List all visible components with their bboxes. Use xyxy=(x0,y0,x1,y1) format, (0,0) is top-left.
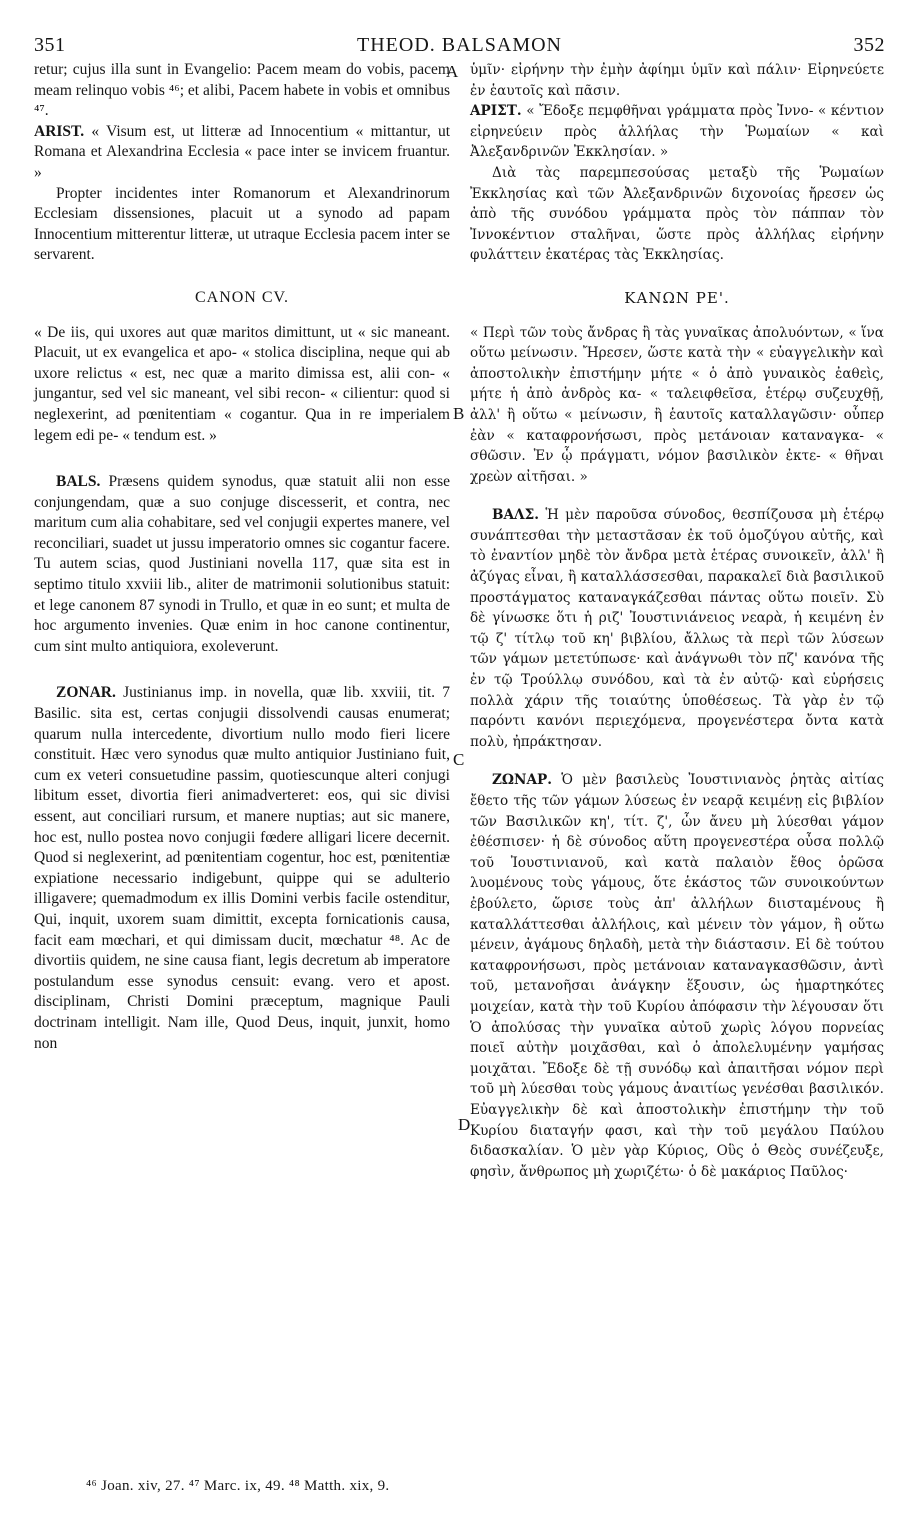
margin-mark-c: C xyxy=(453,750,465,769)
greek-canon-heading: ΚΑΝΩΝ ΡΕ'. xyxy=(624,288,730,307)
margin-mark-a: A xyxy=(446,62,459,81)
latin-arist-text: Propter incidentes inter Romanorum et Alexandrinorum Ecclesiam dissensiones, placuit ut a synodo ad papam Innocentium mitterentur litteræ, ut utraque Ecclesia pacem inter se servarent. xyxy=(34,184,450,264)
latin-carry-over: retur; cujus illa sunt in Evangelio: Pacem meam do vobis, pacem meam relinquo vobis ⁴⁶; et alibi, Pacem habete in vobis et omnibus ⁴⁷. xyxy=(34,61,450,120)
greek-carry-over: ὑμῖν· εἰρήνην τὴν ἐμὴν ἀφίημι ὑμῖν καὶ πάλιν· Εἰρηνεύετε ἐν ἑαυτοῖς καὶ πᾶσιν. xyxy=(470,62,884,99)
greek-bals-block xyxy=(470,505,884,752)
latin-zonar-block xyxy=(34,683,450,1054)
right-page-number: 352 xyxy=(853,34,885,56)
latin-column xyxy=(34,60,450,1054)
latin-zonar-text: Justinianus imp. in novella, quæ lib. xxviii, tit. 7 Basilic. sita est, certas conjugii dissolvendi causas enumerat; quarum nulla intercedente, divortium nullo modo fieri licere constituit. Hæc vero synodus quæ multo antiquior Justiniano fuit, cum ex veteri consuetudine passim, quotiescunque alteri conjugi libitum esset, divortia fieri animadverteret: eos, qui sic divisi essent, aut conciliari rursum, et manere nuptias; aut sic manere, hoc est, nullo postea novo conjugii fœdere alligari licere decernit. Quod si neglexerint, ad pœnitentiam cogentur, hoc est, pœnitentiæ expiatione necessario indigebunt, quippe qui se adulterio illigavere; quemadmodum ex illis Domini verbis facile ostenditur, Qui, inquit, uxorem suam dimittit, excepta fornicationis causa, facit eam mœchari, et qui dimissam ducit, mœchatur ⁴⁸. Ac de divortiis quidem, ne sine causa fiant, legis decretum ab imperatore postulandum esse synodus censuit: evang. vero et apost. disciplinam, Christi Domini præceptum, magnique Pauli doctrinam intelligit. Nam ille, Quod Deus, inquit, junxit, homo non xyxy=(34,684,450,1052)
greek-bals-label: ΒΑΛΣ. xyxy=(492,507,539,524)
running-title: THEOD. BALSAMON xyxy=(357,34,562,56)
greek-zonar-label: ΖΩΝΑΡ. xyxy=(492,772,552,789)
latin-canon-text: « De iis, qui uxores aut quæ maritos dimittunt, ut « sic maneant. Placuit, ut ex evangelica et apo- « stolica disciplina, neque qui ab uxore relictus « est, nec quæ a marito dimissa est, alii con- « jungantur, sed vel sic maneant, vel sibi recon- « cilientur: quod si neglexerint, ad pœnitentiam « cogantur. Qua in re imperialem legem edi pe- « tendum est. » xyxy=(34,323,450,444)
latin-arist-quote-block xyxy=(34,122,450,184)
greek-bals-text: Ἡ μὲν παροῦσα σύνοδος, θεσπίζουσα μὴ ἑτέρῳ συνάπτεσθαι τὴν μεταστᾶσαν ἐκ τοῦ ὁμοζύγου αὐτῆς, καὶ τὸ ἐναντίον μηδὲ τὸν ἄνδρα μετὰ ἑτέρας συνοικεῖν, ἀλλ' ἢ ἀζύγας εἶναι, ἢ καταλλάσσεσθαι, παρακαλεῖ διὰ βασιλικοῦ προστάγματος καταναγκάζεσθαι πάντας οὕτω ποιεῖν. Σὺ δὲ γίνωσκε ὅτι ἡ ριζ' Ἰουστινιάνειος νεαρὰ, ἡ κειμένη ἐν τῷ ζ' τίτλῳ τοῦ κη' βιβλίου, ἄλλως τὰ περὶ τῶν λύσεων τῶν γάμων μετετύπωσε· καὶ ἀνάγνωθι τὸν πζ' κανόνα τῆς ἐν τῷ Τρούλλῳ συνόδου, καὶ τὰ ἐν αὐτῷ· καὶ εὑρήσεις πολλὰ χάριν τῆς τοιαύτης ὑποθέσεως. Τὰ γὰρ ἐν τῷ παρόντι κανόνι περιεχόμενα, προγενέστερα ὄντα κατὰ πολὺ, ἠπράκτησαν. xyxy=(470,507,884,750)
greek-arist-quote: « Ἔδοξε πεμφθῆναι γράμματα πρὸς Ἰννο- « κέντιον εἰρηνεύειν πρὸς ἀλλήλας τὴν Ῥωμαίων « καὶ Ἀλεξανδρινῶν Ἐκκλησίαν. » xyxy=(470,103,884,161)
latin-arist-quote: « Visum est, ut litteræ ad Innocentium « mittantur, ut Romana et Alexandrina Ecclesia « pace inter se invicem fruantur. » xyxy=(34,122,450,181)
greek-arist-label: ΑΡΙΣΤ. xyxy=(470,103,522,120)
greek-arist-text: Διὰ τὰς παρεμπεσούσας μεταξὺ τῆς Ῥωμαίων Ἐκκλησίας καὶ τῶν Ἀλεξανδρινῶν διχονοίας ἤρεσεν ὡς ἀπὸ τῆς συνόδου γράμματα πρὸς τὸν πάππαν τὸν Ἰννοκέντιον σταλῆναι, ὥστε πρὸς ἀλλήλας εἰρήνην φυλάττειν ἑκατέρας τὰς Ἐκκλησίας. xyxy=(470,164,884,264)
greek-zonar-text: Ὁ μὲν βασιλεὺς Ἰουστινιανὸς ῥητὰς αἰτίας ἔθετο τῆς τῶν γάμων λύσεως ἐν νεαρᾷ κειμένῃ εἰς βιβλίον τῶν Βασιλικῶν κη', τίτ. ζ', ὧν ἄνευ μὴ λύεσθαι γάμον ἐθέσπισεν· ἡ δὲ σύνοδος αὕτη προγενεστέρα οὖσα πολλῷ τοῦ Ἰουστινιανοῦ, καὶ κατὰ παλαιὸν ἔθος ὁρῶσα λυομένους τοὺς γάμους, ὅτε ἑκάστος τῶν συνοικούντων ἐβούλετο, ὥρισε τοὺς ἀπ' ἀλλήλων διισταμένους ἢ καταλλάττεσθαι ἀλλήλοις, καὶ μένειν τὸν γάμον, ἢ οὕτω μένειν, ἀγάμους δηλαδὴ, μετὰ τὴν διάστασιν. Εἰ δὲ τούτου καταφρονήσωσι, πρὸς μετάνοιαν καταναγκασθῶσιν, ἀντὶ τοῦ, μετανοῆσαι ἀνάγκην ἕξουσιν, ὡς ἡμαρτηκότες μοιχείαν, κατὰ τὴν τοῦ Κυρίου ἀπόφασιν τὴν λέγουσαν ὅτι Ὁ ἀπολύσας τὴν γυναῖκα αὐτοῦ χωρὶς λόγου πορνείας ποιεῖ αὐτὴν μοιχᾶσθαι, καὶ ὁ ἀπολελυμένην γαμήσας μοιχᾶται. Ἔδοξε δὲ τῇ συνόδῳ καὶ ἀπαιτῆσαι νόμον περὶ τοῦ μὴ λύεσθαι τοὺς γάμους ἀναιτίως γενέσθαι βασιλικόν. Εὐαγγελικὴν δὲ καὶ ἀποστολικὴν ἐπιστήμην τὴν τοῦ Κυρίου διαταγήν φασι, καὶ τὴν τοῦ μεγάλου Παύλου διδασκαλίαν. Ὁ μὲν γὰρ Κύριος, Οὓς ὁ Θεὸς συνέζευξε, φησὶν, ἄνθρωπος μὴ χωριζέτω· ὁ δὲ μακάριος Παῦλος· xyxy=(470,772,884,1180)
greek-zonar-block xyxy=(470,770,884,1182)
left-page-number: 351 xyxy=(34,34,66,56)
latin-canon-heading: CANON CV. xyxy=(194,288,290,306)
greek-column xyxy=(470,60,884,1182)
latin-bals-text: Præsens quidem synodus, quæ statuit alii non esse conjungendam, quæ a suo conjuge discesserit, et contra, nec maritum cum alia cohabitare, sed vel conjugii expertes manere, vel reconciliari, suadet ut jussu imperatorio omnes sic cogantur facere. Tu autem scias, quod Justiniani novella 117, quæ sita est in septimo titulo xxviii lib., aliter de matrimonii solutionibus statuit: et lege canonem 87 synodi in Trullo, et quæ in eo sunt; et multa de hoc argumento invenies. Quæ enim in hoc canone continentur, cum sint multo antiquiora, exoleverunt. xyxy=(34,473,451,655)
margin-mark-d: D xyxy=(458,1115,471,1134)
greek-canon-text: « Περὶ τῶν τοὺς ἄνδρας ἢ τὰς γυναῖκας ἀπολυόντων, « ἵνα οὕτω μείνωσιν. Ἤρεσεν, ὥστε κατὰ τὴν « εὐαγγελικὴν καὶ ἀποστολικὴν ἐπιστήμην μήτε « ὁ ἀπὸ γυναικὸς ἐαθεὶς, μήτε ἡ ἀπὸ ἀνδρὸς κα- « ταλειφθεῖσα, ἑτέρῳ συζευχθῇ, ἀλλ' ἢ οὕτω « μείνωσιν, ἢ ἑαυτοῖς καταλλαγῶσιν· οὗπερ ἐὰν « καταφρονήσωσι, πρὸς μετάνοιαν καταναγκα- « σθῶσιν. Ἐν ᾧ πράγματι, νόμον βασιλικὸν ἐκτε- « θῆναι χρεὼν αἰτῆσαι. » xyxy=(470,324,884,485)
margin-mark-b: B xyxy=(453,404,465,423)
latin-arist-label: ARIST. xyxy=(34,122,85,140)
latin-zonar-label: ZONAR. xyxy=(56,684,116,702)
greek-arist-quote-block xyxy=(470,101,884,163)
latin-bals-label: BALS. xyxy=(56,473,101,491)
latin-bals-block xyxy=(34,472,450,657)
footnotes: ⁴⁶ Joan. xiv, 27. ⁴⁷ Marc. ix, 49. ⁴⁸ Matth. xix, 9. xyxy=(86,1478,390,1494)
